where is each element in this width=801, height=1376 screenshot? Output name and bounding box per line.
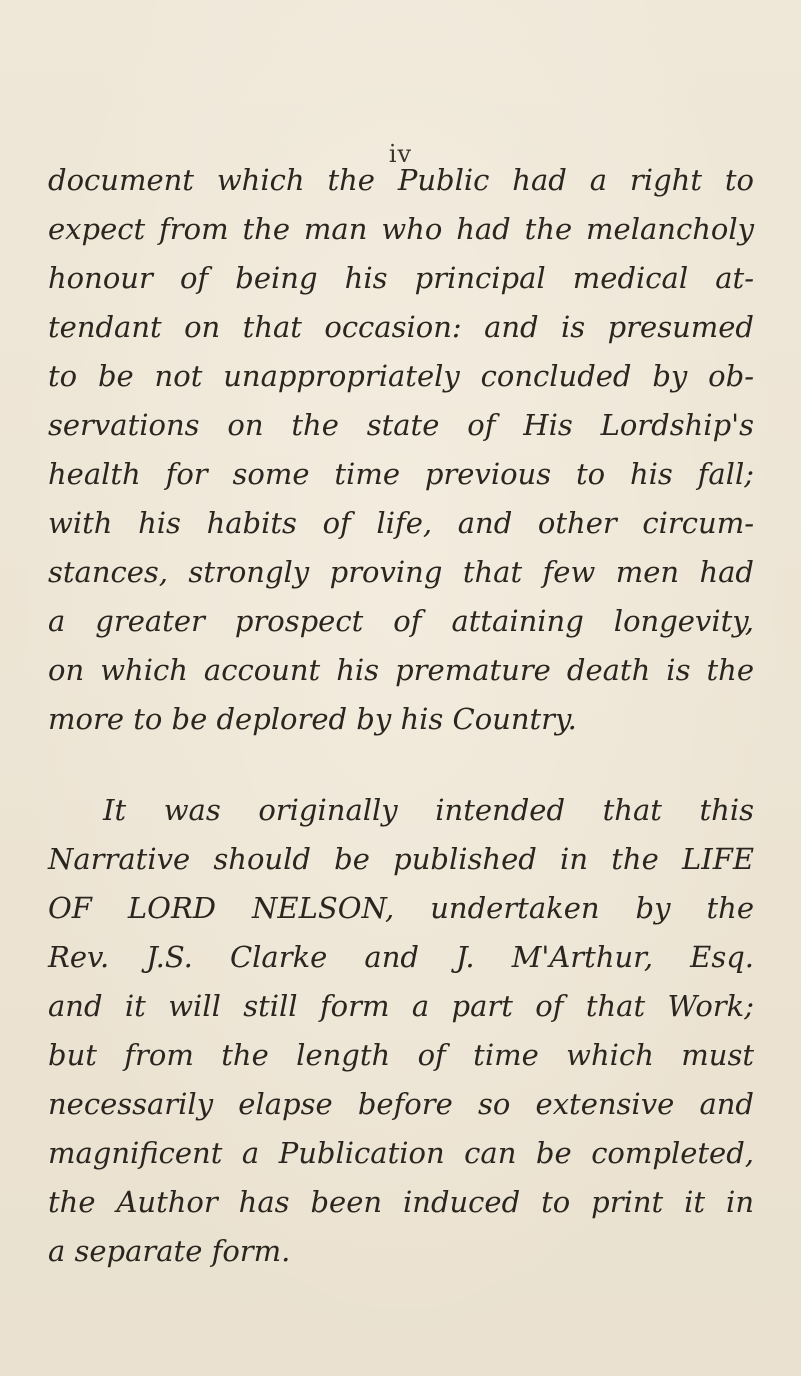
text-line: honour of being his principal medical at- — [48, 261, 754, 295]
text-line: on which account his premature death is the — [48, 653, 754, 687]
text-line: OF LORD NELSON, undertaken by the — [48, 891, 754, 925]
text-line: and it will still form a part of that Work; — [48, 989, 754, 1023]
text-line: necessarily elapse before so extensive and — [48, 1087, 754, 1121]
text-line: servations on the state of His Lordship's — [48, 408, 754, 442]
text-line: health for some time previous to his fall; — [48, 457, 754, 491]
text-line: tendant on that occasion: and is presumed — [48, 310, 754, 344]
text-line: Narrative should be published in the LIFE — [48, 842, 754, 876]
text-line: expect from the man who had the melancholy — [48, 212, 754, 246]
text-line: Rev. J.S. Clarke and J. M'Arthur, Esq. — [48, 940, 754, 974]
text-line: magnificent a Publication can be completed, — [48, 1136, 754, 1170]
text-line: but from the length of time which must — [48, 1038, 754, 1072]
text-line: It was originally intended that this — [103, 793, 754, 827]
text-line: to be not unappropriately concluded by ob- — [48, 359, 754, 393]
text-line: the Author has been induced to print it in — [48, 1185, 754, 1219]
text-line: a greater prospect of attaining longevity, — [48, 604, 754, 638]
page-number: iv — [388, 140, 413, 168]
text-line: more to be deplored by his Country. — [48, 702, 577, 736]
text-line: a separate form. — [48, 1234, 291, 1268]
text-line: with his habits of life, and other circum- — [48, 506, 754, 540]
text-line: stances, strongly proving that few men had — [48, 555, 754, 589]
text-line: document which the Public had a right to — [48, 163, 754, 197]
